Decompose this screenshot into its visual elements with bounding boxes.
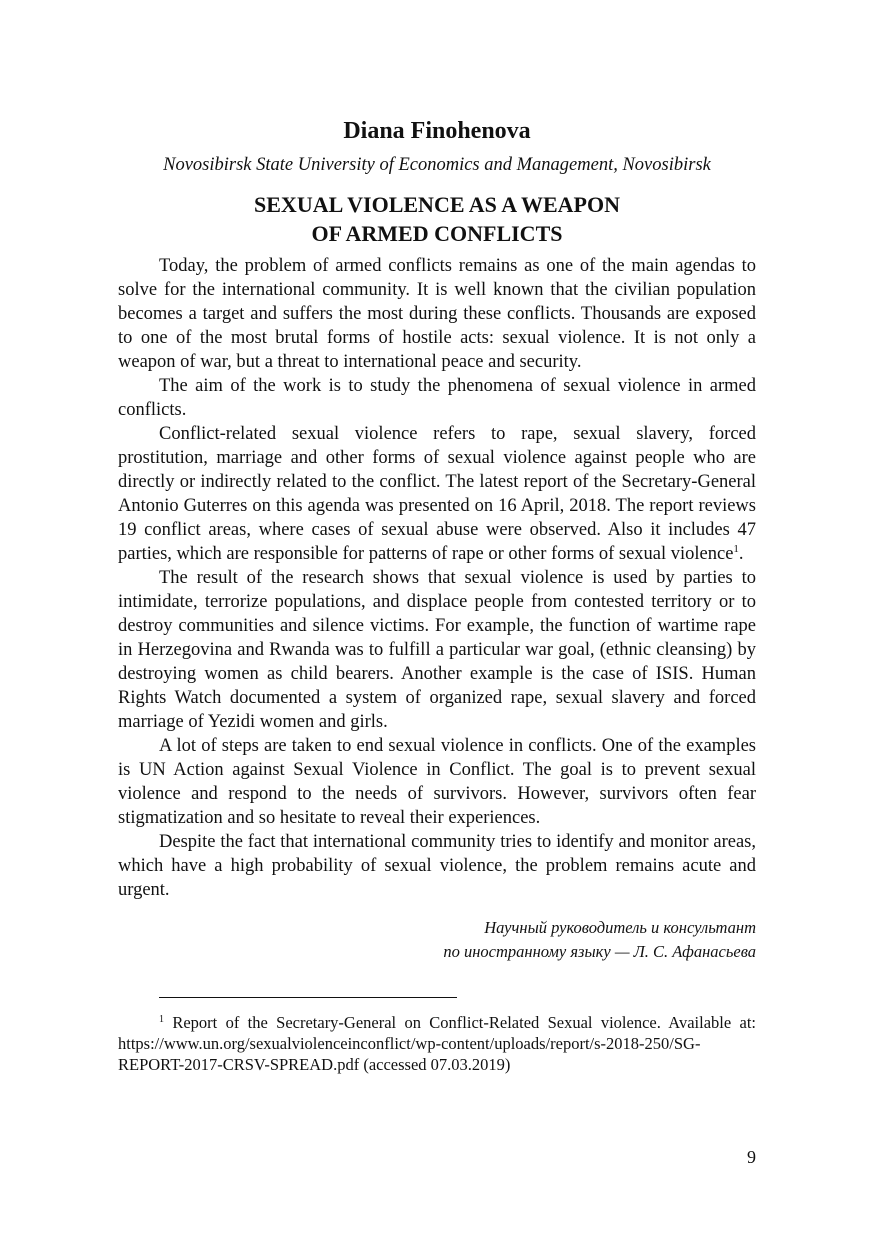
paragraph-5: A lot of steps are taken to end sexual violence in conflicts. One of the examples is UN Action against Sexual Violence in Conflict. The goal is to prevent sexual violence and respond to the needs of survivors. However, survivors often fear stigmatization and so hesitate to reveal their experiences. <box>118 736 756 828</box>
supervisor-line-1: Научный руководитель и консультант <box>484 918 756 937</box>
page-number: 9 <box>747 1147 756 1167</box>
author-name: Diana Finohenova <box>343 118 531 144</box>
author-affiliation: Novosibirsk State University of Economics and Management, Novosibirsk <box>163 155 711 175</box>
paragraph-6: Despite the fact that international community tries to identify and monitor areas, which have a high probability of sexual violence, the problem remains acute and urgent. <box>118 832 756 900</box>
supervisor-line-2: по иностранному языку — Л. С. Афанасьева <box>443 942 756 961</box>
footnote-divider <box>159 997 457 998</box>
paragraph-4: The result of the research shows that sexual violence is used by parties to intimidate, terrorize populations, and displace people from contested territory or to destroy communities and silence victims. For example, the function of wartime rape in Herzegovina and Rwanda was to fulfill a particular war goal, (ethnic cleansing) by destroying women as child bearers. Another example is the case of ISIS. Human Rights Watch documented a system of organized rape, sexual slavery and forced marriage of Yezidi women and girls. <box>118 568 756 732</box>
paragraph-3-text: Conflict-related sexual violence refers to rape, sexual slavery, forced prostitution, marriage and other forms of sexual violence against people who are directly or indirectly related to the conflict. The latest report of the Secretary-General Antonio Guterres on this agenda was presented on 16 April, 2018. The report reviews 19 conflict areas, where cases of sexual abuse were observed. Also it includes 47 parties, which are responsible for patterns of rape or other forms of sexual violence <box>118 424 756 564</box>
paragraph-1: Today, the problem of armed conflicts remains as one of the main agendas to solve for the international community. It is well known that the civilian population becomes a target and suffers the most during these conflicts. Thousands are exposed to one of the most brutal forms of hostile acts: sexual violence. It is not only a weapon of war, but a threat to international peace and security. <box>118 256 756 372</box>
page-content <box>118 118 756 1075</box>
title-line-1: SEXUAL VIOLENCE AS A WEAPON <box>254 192 620 217</box>
footnote-marker: 1 <box>159 1014 164 1025</box>
title-line-2: OF ARMED CONFLICTS <box>311 221 563 246</box>
article-body <box>118 254 756 902</box>
footnote <box>118 1012 756 1075</box>
paragraph-2: The aim of the work is to study the phenomena of sexual violence in armed conflicts. <box>118 376 756 420</box>
supervisor-signature <box>118 916 756 964</box>
footnote-text: Report of the Secretary-General on Conflict-Related Sexual violence. Available at: https://www.un.org/sexualviolenceinconflict/wp-content/uploads/report/s-2018-250/SG-REPORT-2017-CRSV-SPREAD.pdf (accessed 07.03.2019) <box>118 1013 757 1074</box>
footnote-reference[interactable]: 1 <box>733 543 739 555</box>
article-title <box>118 190 756 248</box>
paragraph-3 <box>118 422 756 566</box>
paragraph-3-end: . <box>738 544 744 564</box>
